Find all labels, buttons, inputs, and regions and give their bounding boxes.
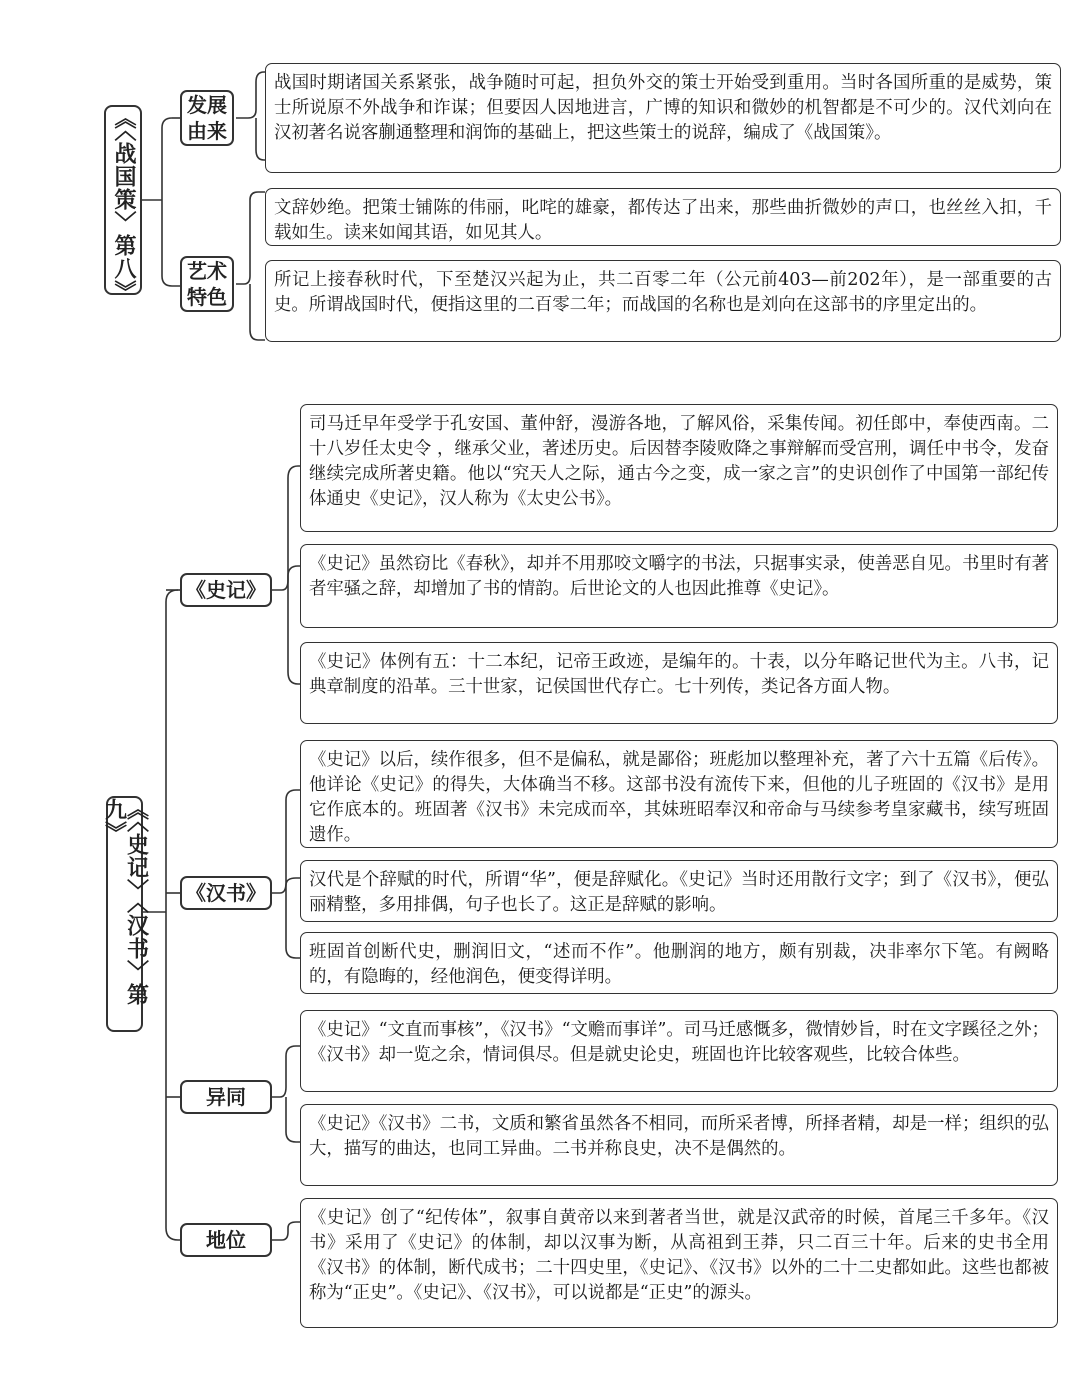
branch-node-artistic-features: [180, 256, 234, 312]
root-node-label: 《〈战国策〉第八》: [111, 107, 136, 303]
root-node-shiji-hanshu: [101, 796, 149, 1032]
leaf-note: [300, 404, 1058, 532]
leaf-note: [300, 1198, 1058, 1328]
leaf-text: 《史记》“文直而事核”，《汉书》“文赡而事详”。司马迁感慨多，微情妙旨，时在文字蹊径之外；《汉书》却一览之余，情词俱尽。但是就史论史，班固也许比较客观些，比较合体些。: [309, 1020, 1049, 1065]
branch-label: 异同: [206, 1085, 246, 1109]
root-node-label: 《〈史记〉〈汉书〉第九》: [101, 798, 149, 1006]
branch-label: 《汉书》: [186, 881, 266, 905]
leaf-text: 所记上接春秋时代，下至楚汉兴起为止，共二百零二年（公元前403—前202年），是一部重要的古史。所谓战国时代，便指这里的二百零二年；而战国的名称也是刘向在这部书的序里定出的。: [274, 270, 1052, 315]
branch-label: 地位: [206, 1228, 246, 1252]
leaf-note: [300, 740, 1058, 848]
branch-label: 艺术特色: [187, 259, 227, 309]
leaf-note: [300, 932, 1058, 994]
branch-node-development: [180, 90, 234, 146]
branch-node-status: [180, 1223, 272, 1257]
leaf-text: 《史记》虽然窃比《春秋》，却并不用那咬文嚼字的书法，只据事实录，使善恶自见。书里时有著者牢骚之辞，却增加了书的情韵。后世论文的人也因此推尊《史记》。: [309, 554, 1049, 599]
leaf-text: 司马迁早年受学于孔安国、董仲舒，漫游各地，了解风俗，采集传闻。初任郎中，奉使西南。二十八岁任太史令 ，继承父业，著述历史。后因替李陵败降之事辩解而受宫刑，调任中书令，发奋继续完成所著史籍。他以“究天人之际，通古今之变，成一家之言”的史识创作了中国第一部纪传体通史《史记》，汉人称为《太史公书》。: [309, 414, 1049, 509]
leaf-text: 《史记》创了“纪传体”，叙事自黄帝以来到著者当世，就是汉武帝的时候，首尾三千多年。《汉书》采用了《史记》的体制，却以汉事为断，从高祖到王莽，只二百三十年。后来的史书全用《汉书》的体制，断代成书；二十四史里，《史记》、《汉书》以外的二十二史都如此。这些也都被称为“正史”。《史记》、《汉书》，可以说都是“正史”的源头。: [309, 1208, 1049, 1303]
leaf-note: [265, 260, 1061, 342]
leaf-note: [265, 188, 1061, 246]
leaf-note: [300, 1010, 1058, 1092]
leaf-text: 战国时期诸国关系紧张，战争随时可起，担负外交的策士开始受到重用。当时各国所重的是威势，策士所说原不外战争和诈谋；但要因人因地进言，广博的知识和微妙的机智都是不可少的。汉代刘向在汉初著名说客蒯通整理和润饰的基础上，把这些策士的说辞，编成了《战国策》。: [274, 73, 1052, 143]
leaf-note: [300, 1104, 1058, 1186]
branch-label: 发展由来: [187, 93, 227, 143]
leaf-text: 班固首创断代史，删润旧文，“述而不作”。他删润的地方，颇有别裁，决非率尔下笔。有阙略的，有隐晦的，经他润色，便变得详明。: [309, 942, 1049, 987]
leaf-note: [300, 860, 1058, 922]
branch-node-shiji: [180, 573, 272, 607]
branch-node-similarities-differences: [180, 1080, 272, 1114]
leaf-note: [265, 63, 1061, 173]
leaf-note: [300, 642, 1058, 724]
root-node-zhanguoce: [104, 105, 142, 303]
leaf-text: 《史记》体例有五：十二本纪，记帝王政迹，是编年的。十表，以分年略记世代为主。八书，记典章制度的沿革。三十世家，记侯国世代存亡。七十列传，类记各方面人物。: [309, 652, 1049, 697]
leaf-text: 文辞妙绝。把策士铺陈的伟丽，叱咤的雄豪，都传达了出来，那些曲折微妙的声口，也丝丝入扣，千载如生。读来如闻其语，如见其人。: [274, 198, 1052, 243]
leaf-text: 《史记》以后，续作很多，但不是偏私，就是鄙俗；班彪加以整理补充，著了六十五篇《后传》。他详论《史记》的得失，大体确当不移。这部书没有流传下来，但他的儿子班固的《汉书》是用它作底本的。班固著《汉书》未完成而卒，其妹班昭奉汉和帝命与马续参考皇家藏书，续写班固遗作。: [309, 750, 1049, 845]
branch-label: 《史记》: [186, 578, 266, 602]
branch-node-hanshu: [180, 876, 272, 910]
leaf-note: [300, 544, 1058, 628]
leaf-text: 汉代是个辞赋的时代，所谓“华”，便是辞赋化。《史记》当时还用散行文字；到了《汉书》，便弘丽精整，多用排偶，句子也长了。这正是辞赋的影响。: [309, 870, 1049, 915]
leaf-text: 《史记》《汉书》二书，文质和繁省虽然各不相同，而所采者博，所择者精，却是一样；组织的弘大，描写的曲达，也同工异曲。二书并称良史，决不是偶然的。: [309, 1114, 1049, 1159]
